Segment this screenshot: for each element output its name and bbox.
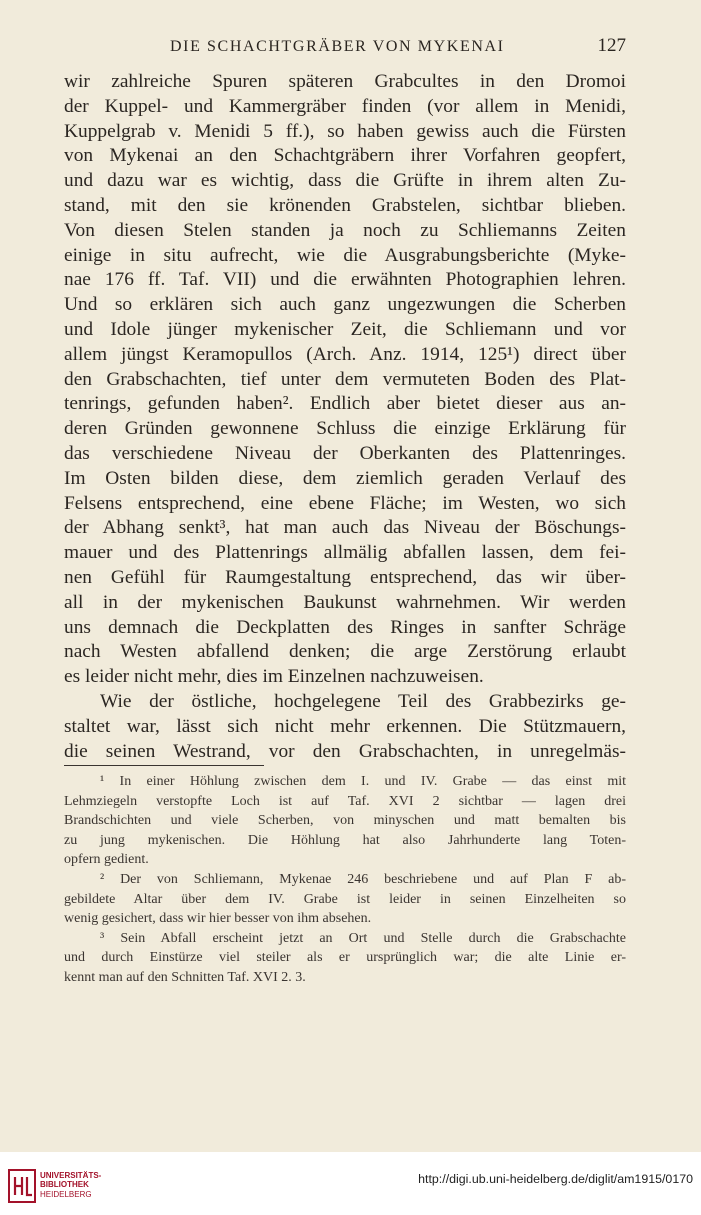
text-line: deren Gründen gewonnene Schluss die einzige Erklärung für bbox=[64, 418, 626, 440]
footnote-line: wenig gesichert, dass wir hier besser von ihm absehen. bbox=[64, 911, 372, 927]
text-line: uns demnach die Deckplatten des Ringes in sanfter Schräge bbox=[64, 616, 626, 638]
text-line: das verschiedene Niveau der Oberkanten des Plattenringes. bbox=[64, 442, 626, 464]
text-line: Von diesen Stelen standen ja noch zu Schliemanns Zeiten bbox=[64, 219, 626, 241]
text-line: der Abhang senkt³, hat man auch das Niveau der Böschungs- bbox=[64, 517, 626, 539]
text-line: und dazu war es wichtig, dass die Grüfte in ihrem alten Zu- bbox=[64, 170, 626, 192]
text-line: wir zahlreiche Spuren späteren Grabcultes in den Dromoi bbox=[64, 71, 626, 92]
text-line: staltet war, lässt sich nicht mehr erkennen. Die Stützmauern, bbox=[64, 715, 626, 737]
text-line: Wie der östliche, hochgelegene Teil des Grabbezirks ge- bbox=[100, 690, 626, 712]
text-line: die seinen Westrand, vor den Grabschachten, in unregelmäs- bbox=[64, 740, 626, 762]
footnote-line: kennt man auf den Schnitten Taf. XVI 2. 3. bbox=[64, 969, 306, 985]
text-line: mauer und des Plattenrings allmälig abfallen lassen, dem fei- bbox=[64, 542, 626, 564]
footer-bar bbox=[0, 1152, 701, 1215]
footnote-line: gebildete Altar über dem IV. Grabe ist leider in seinen Einzelheiten so bbox=[64, 891, 626, 907]
text-line: tenrings, gefunden haben². Endlich aber bietet dieser aus an- bbox=[64, 393, 626, 415]
text-line: den Grabschachten, tief unter dem vermuteten Boden des Plat- bbox=[64, 368, 626, 390]
text-line: der Kuppel- und Kammergräber finden (vor allem in Menidi, bbox=[64, 95, 626, 117]
text-line: stand, mit den sie krönenden Grabstelen, sichtbar blieben. bbox=[64, 194, 626, 216]
running-head bbox=[60, 35, 628, 62]
footnote-line: zu jung mykenischen. Die Höhlung hat also Jahrhunderte lang Toten- bbox=[64, 832, 626, 848]
text-line: nach Westen abfallend denken; die arge Zerstörung erlaubt bbox=[64, 641, 626, 663]
text-line: nen Gefühl für Raumgestaltung entsprechend, das wir über- bbox=[64, 566, 626, 588]
main-text bbox=[64, 70, 626, 764]
text-line: einige in situ aufrecht, wie die Ausgrabungsberichte (Myke- bbox=[64, 244, 626, 266]
text-line: Im Osten bilden diese, dem ziemlich geraden Verlauf des bbox=[64, 467, 626, 489]
text-line: allem jüngst Keramopullos (Arch. Anz. 1914, 125¹) direct über bbox=[64, 343, 626, 365]
text-line: Kuppelgrab v. Menidi 5 ff.), so haben gewiss auch die Fürsten bbox=[64, 120, 626, 142]
footnotes bbox=[64, 772, 626, 988]
footnote-line: opfern gedient. bbox=[64, 852, 149, 868]
footnote-line: ³ Sein Abfall erscheint jetzt an Ort und Stelle durch die Grabschachte bbox=[100, 930, 626, 946]
footnote-line: und durch Einstürze viel steiler als er ursprünglich war; die alte Linie er- bbox=[64, 950, 626, 966]
page-number: 127 bbox=[597, 35, 626, 56]
running-title: DIE SCHACHTGRÄBER VON MYKENAI bbox=[170, 38, 505, 55]
footnote-line: Lehmziegeln verstopfte Loch ist auf Taf. XVI 2 sichtbar — lagen drei bbox=[64, 793, 626, 809]
library-name-line: HEIDELBERG bbox=[40, 1189, 92, 1199]
library-name-line: BIBLIOTHEK bbox=[40, 1180, 89, 1190]
text-line: all in der mykenischen Baukunst wahrnehmen. Wir werden bbox=[64, 591, 626, 613]
footnote-divider bbox=[64, 765, 264, 766]
heidelberg-library-logo-icon bbox=[8, 1169, 36, 1203]
text-line: Felsens entsprechend, eine ebene Fläche; im Westen, wo sich bbox=[64, 492, 626, 514]
text-line: nae 176 ff. Taf. VII) und die erwähnten Photographien lehren. bbox=[64, 269, 626, 291]
library-name-line: UNIVERSITÄTS- bbox=[40, 1171, 102, 1180]
text-line: Und so erklären sich auch ganz ungezwungen die Scherben bbox=[64, 294, 626, 316]
text-line: es leider nicht mehr, dies im Einzelnen nachzuweisen. bbox=[64, 666, 484, 688]
footnote-line: Brandschichten und viele Scherben, von minyschen und matt bemalten bis bbox=[64, 813, 626, 829]
library-name bbox=[40, 1171, 101, 1199]
text-line: von Mykenai an den Schachtgräbern ihrer Vorfahren geopfert, bbox=[64, 145, 626, 167]
footnote-line: ² Der von Schliemann, Mykenae 246 beschriebene und auf Plan F ab- bbox=[100, 871, 626, 887]
text-line: und Idole jünger mykenischer Zeit, die Schliemann und vor bbox=[64, 318, 626, 340]
source-url[interactable]: http://digi.ub.uni-heidelberg.de/diglit/am1915/0170 bbox=[418, 1172, 693, 1186]
footnote-line: ¹ In einer Höhlung zwischen dem I. und IV. Grabe — das einst mit bbox=[100, 774, 626, 789]
